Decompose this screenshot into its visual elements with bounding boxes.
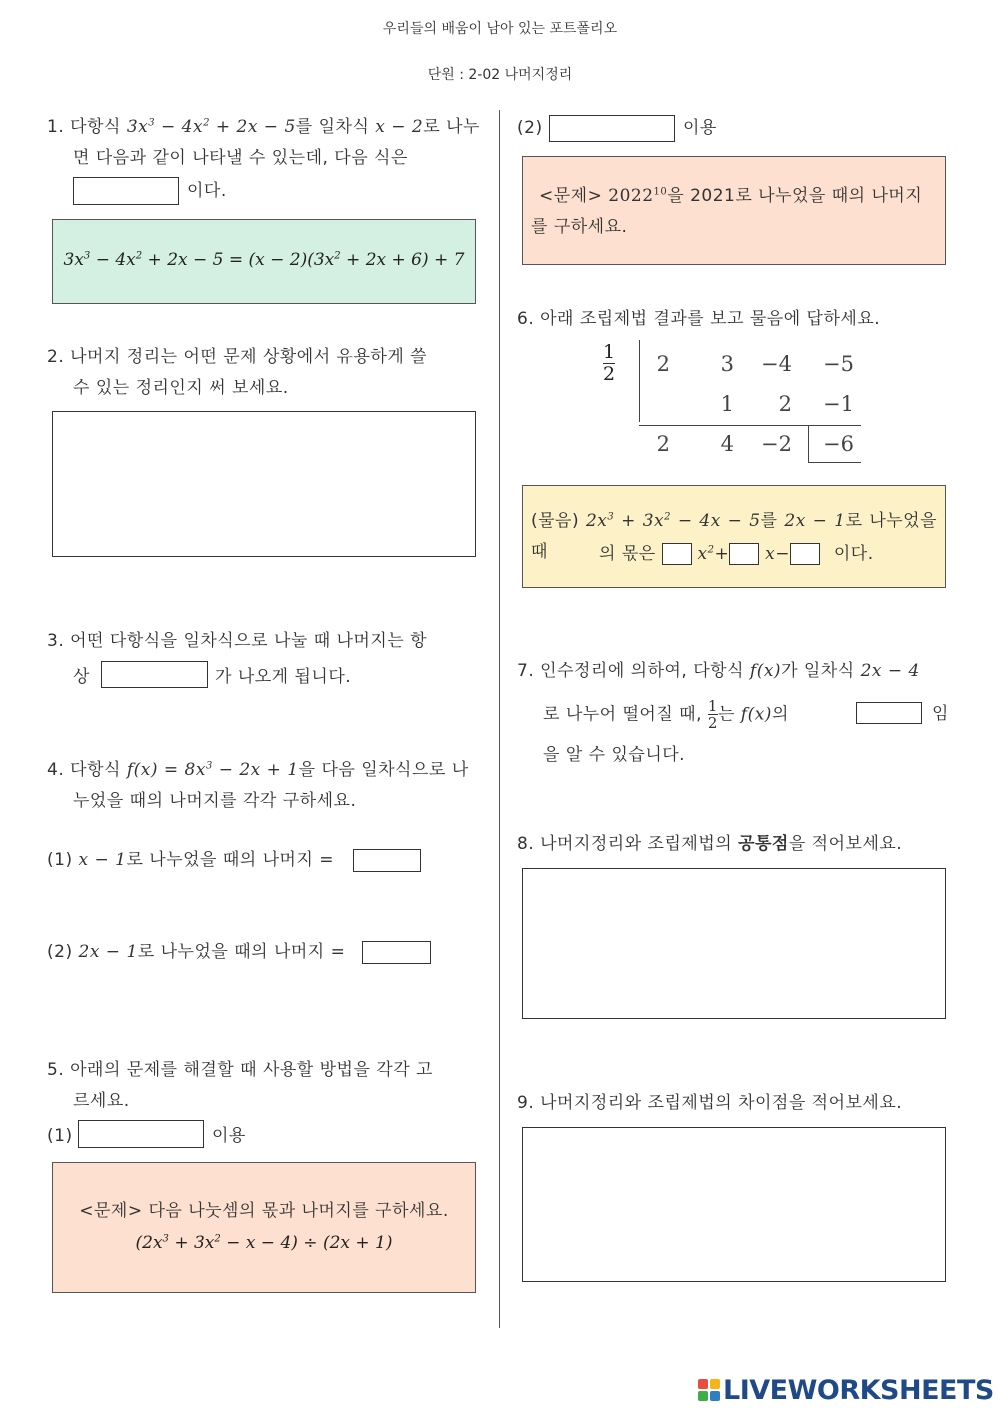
q4-part-1-input[interactable]	[353, 849, 421, 872]
q4-part-1: (1) x − 1로 나누었을 때의 나머지 =	[47, 850, 335, 870]
q1-equation: $3x^3 - 4x^2 + 2x - 5 = (x - 2)(3x^2 + 2x + 6) + 7$	[63, 250, 465, 270]
question-8: 8. 나머지정리와 조립제법의 공통점을 적어보세요.	[517, 834, 903, 854]
q5-problem-1-box: <문제> 다음 나눗셈의 몫과 나머지를 구하세요. $(2x^3 + 3x^2 - x - 4) \div (2x + 1)$	[52, 1162, 476, 1293]
q4-function: $f(x) = 8x^3 - 2x + 1$	[126, 760, 299, 780]
q1-after-blank: 이다.	[187, 181, 227, 201]
q2-answer-textarea[interactable]	[52, 411, 476, 557]
q6-coef-2-input[interactable]	[729, 543, 759, 565]
q4-part-2: (2) 2x − 1로 나누었을 때의 나머지 =	[47, 942, 346, 962]
q7-fraction: $\frac{1}{2}$	[707, 697, 718, 732]
q1-answer-input[interactable]	[73, 177, 179, 205]
synth-r2-c2: 1	[720, 392, 734, 416]
synth-r3-c3: −2	[761, 432, 792, 456]
q6-polynomial: $2x^3 + 3x^2 - 4x - 5$	[585, 511, 761, 531]
synth-r1-c3: −4	[761, 352, 792, 376]
liveworksheets-logo-icon	[698, 1379, 720, 1401]
synth-remainder-bottom	[808, 462, 861, 463]
unit-label: 단원 : 2-02 나머지정리	[427, 67, 573, 83]
q5-part-2-input[interactable]	[549, 115, 675, 142]
q6-coef-1-input[interactable]	[662, 543, 692, 565]
question-9: 9. 나머지정리와 조립제법의 차이점을 적어보세요.	[517, 1093, 903, 1113]
q1-equation-box	[52, 219, 476, 304]
q3-answer-input[interactable]	[101, 661, 208, 688]
synth-remainder-left	[808, 425, 809, 463]
synth-r3-c1: 2	[656, 432, 670, 456]
q5-part-1-input[interactable]	[78, 1120, 204, 1148]
q1-number: 1.	[47, 117, 65, 137]
column-divider	[499, 110, 500, 1328]
synth-r1-c1: 2	[656, 352, 670, 376]
q5-problem-1-expr: $(2x^3 + 3x^2 - x - 4) \div (2x + 1)$	[135, 1233, 393, 1253]
synth-divisor: $\frac{1}{2}$	[603, 341, 616, 385]
synth-r2-c3: 2	[778, 392, 792, 416]
question-1: 1. 다항식 $3x^3 - 4x^2 + 2x - 5$를 일차식 x − 2로 나누 면 다음과 같이 나타낼 수 있는데, 다음 식은	[47, 117, 480, 168]
liveworksheets-logo	[698, 1374, 994, 1406]
q9-answer-textarea[interactable]	[522, 1127, 946, 1282]
q1-polynomial: $3x^3 - 4x^2 + 2x - 5$	[126, 117, 296, 137]
question-3: 3. 어떤 다항식을 일차식으로 나눌 때 나머지는 항	[47, 631, 428, 651]
question-2: 2. 나머지 정리는 어떤 문제 상황에서 유용하게 쓸 수 있는 정리인지 써 보세요.	[47, 347, 428, 398]
question-5: 5. 아래의 문제를 해결할 때 사용할 방법을 각각 고 르세요.	[47, 1060, 433, 1111]
q5-problem-2-box: <문제> 2022$^{10}$을 2021로 나누었을 때의 나머지 를 구하세요.	[522, 156, 946, 265]
question-7: 7. 인수정리에 의하여, 다항식 f(x)가 일차식 2x − 4	[517, 661, 920, 681]
question-4: 4. 다항식 $f(x) = 8x^3 - 2x + 1$을 다음 일차식으로 나 누었을 때의 나머지를 각각 구하세요.	[47, 760, 469, 811]
liveworksheets-logo-text: LIVEWORKSHEETS	[723, 1374, 994, 1406]
q6-coef-3-input[interactable]	[790, 543, 820, 565]
synth-horizontal-line	[639, 425, 861, 426]
page-header-title: 우리들의 배움이 남아 있는 포트폴리오	[382, 21, 618, 37]
q6-question-box: (물음) $2x^3 + 3x^2 - 4x - 5$를 2x − 1로 나누었을 때 의 몫은 $x^2+ x-$ 이다.	[522, 485, 946, 588]
q8-bold-keyword: 공통점	[738, 834, 789, 854]
q4-part-2-input[interactable]	[362, 941, 431, 964]
synth-r1-c4: −5	[823, 352, 854, 376]
synth-r1-c2: 3	[720, 352, 734, 376]
question-6-title: 6. 아래 조립제법 결과를 보고 물음에 답하세요.	[517, 309, 881, 329]
q7-answer-input[interactable]	[856, 702, 922, 724]
synth-r3-c2: 4	[720, 432, 734, 456]
q8-answer-textarea[interactable]	[522, 868, 946, 1019]
synth-r3-c4: −6	[823, 432, 854, 456]
synth-r2-c4: −1	[823, 392, 854, 416]
synthetic-division-table	[600, 340, 870, 465]
q1-divisor: x − 2	[375, 117, 424, 137]
